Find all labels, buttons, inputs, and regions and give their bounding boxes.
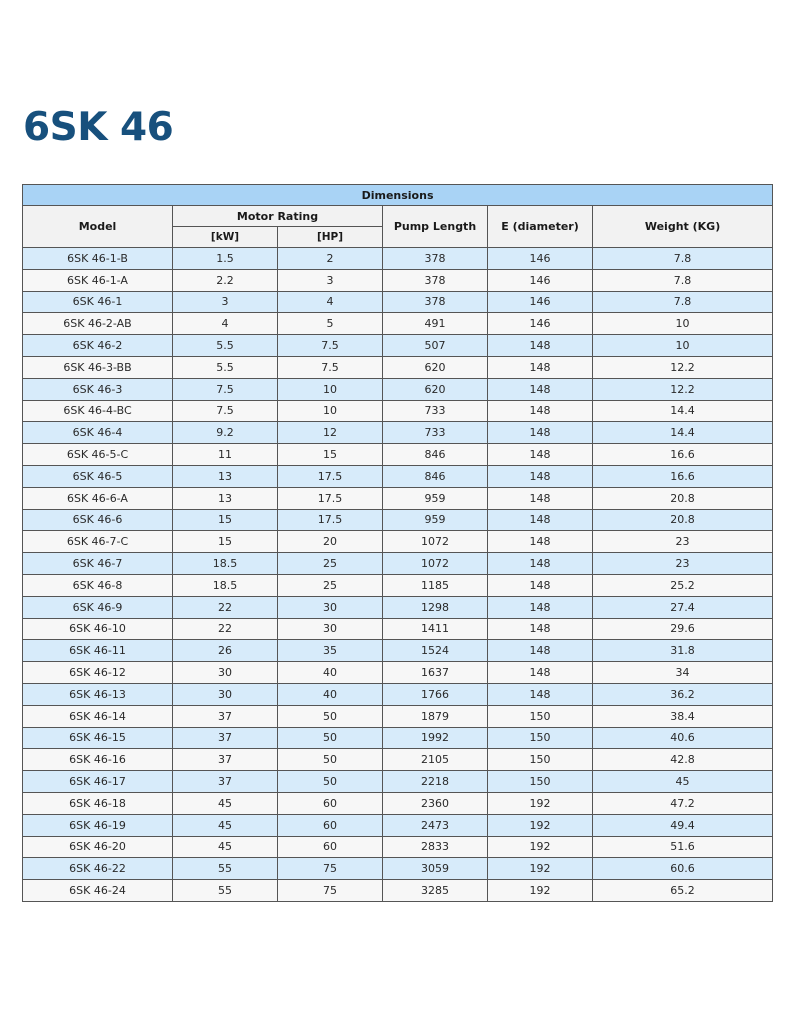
cell-pump-length: 620 [383, 378, 488, 400]
cell-pump-length: 846 [383, 444, 488, 466]
cell-weight: 27.4 [593, 596, 773, 618]
cell-diameter: 148 [488, 574, 593, 596]
cell-pump-length: 2833 [383, 836, 488, 858]
cell-pump-length: 2105 [383, 749, 488, 771]
cell-diameter: 192 [488, 880, 593, 902]
cell-weight: 42.8 [593, 749, 773, 771]
table-row [23, 836, 773, 858]
table-row [23, 618, 773, 640]
table-body [23, 248, 773, 902]
cell-pump-length: 378 [383, 248, 488, 270]
cell-diameter: 148 [488, 465, 593, 487]
col-header-motor-rating: Motor Rating [173, 206, 383, 227]
cell-diameter: 148 [488, 335, 593, 357]
table-row [23, 683, 773, 705]
table-row [23, 814, 773, 836]
cell-pump-length: 2218 [383, 771, 488, 793]
cell-weight: 16.6 [593, 444, 773, 466]
cell-pump-length: 1766 [383, 683, 488, 705]
cell-weight: 49.4 [593, 814, 773, 836]
cell-hp: 10 [278, 400, 383, 422]
cell-diameter: 148 [488, 683, 593, 705]
table-row [23, 596, 773, 618]
cell-kw: 30 [173, 662, 278, 684]
cell-pump-length: 3059 [383, 858, 488, 880]
cell-model: 6SK 46-17 [23, 771, 173, 793]
cell-hp: 2 [278, 248, 383, 270]
cell-model: 6SK 46-1 [23, 291, 173, 313]
cell-hp: 50 [278, 771, 383, 793]
dimensions-band [23, 185, 773, 206]
cell-hp: 50 [278, 727, 383, 749]
cell-weight: 7.8 [593, 269, 773, 291]
cell-kw: 26 [173, 640, 278, 662]
cell-kw: 22 [173, 618, 278, 640]
cell-model: 6SK 46-7 [23, 553, 173, 575]
cell-weight: 29.6 [593, 618, 773, 640]
cell-pump-length: 378 [383, 291, 488, 313]
cell-kw: 1.5 [173, 248, 278, 270]
cell-kw: 37 [173, 771, 278, 793]
cell-diameter: 148 [488, 378, 593, 400]
cell-kw: 13 [173, 465, 278, 487]
cell-kw: 37 [173, 749, 278, 771]
cell-diameter: 148 [488, 509, 593, 531]
cell-hp: 35 [278, 640, 383, 662]
cell-weight: 31.8 [593, 640, 773, 662]
cell-weight: 14.4 [593, 422, 773, 444]
table-row [23, 531, 773, 553]
table-row [23, 509, 773, 531]
cell-hp: 20 [278, 531, 383, 553]
cell-diameter: 192 [488, 858, 593, 880]
cell-diameter: 148 [488, 596, 593, 618]
cell-kw: 55 [173, 880, 278, 902]
cell-kw: 3 [173, 291, 278, 313]
cell-hp: 5 [278, 313, 383, 335]
table-row [23, 553, 773, 575]
cell-kw: 11 [173, 444, 278, 466]
cell-weight: 16.6 [593, 465, 773, 487]
dimensions-table [22, 184, 773, 902]
cell-weight: 25.2 [593, 574, 773, 596]
cell-model: 6SK 46-1-B [23, 248, 173, 270]
cell-model: 6SK 46-3-BB [23, 356, 173, 378]
page-title: 6SK 46 [23, 105, 174, 150]
cell-kw: 55 [173, 858, 278, 880]
table-row [23, 640, 773, 662]
col-header-weight: Weight (KG) [593, 206, 773, 248]
cell-pump-length: 507 [383, 335, 488, 357]
cell-weight: 12.2 [593, 356, 773, 378]
cell-diameter: 148 [488, 400, 593, 422]
table-row [23, 574, 773, 596]
cell-model: 6SK 46-20 [23, 836, 173, 858]
cell-diameter: 148 [488, 618, 593, 640]
cell-weight: 10 [593, 335, 773, 357]
cell-model: 6SK 46-9 [23, 596, 173, 618]
cell-hp: 60 [278, 814, 383, 836]
cell-diameter: 148 [488, 640, 593, 662]
cell-diameter: 148 [488, 662, 593, 684]
cell-model: 6SK 46-14 [23, 705, 173, 727]
cell-pump-length: 1411 [383, 618, 488, 640]
cell-diameter: 192 [488, 836, 593, 858]
cell-hp: 30 [278, 596, 383, 618]
cell-weight: 10 [593, 313, 773, 335]
cell-diameter: 148 [488, 487, 593, 509]
cell-kw: 15 [173, 531, 278, 553]
cell-weight: 51.6 [593, 836, 773, 858]
cell-weight: 12.2 [593, 378, 773, 400]
cell-pump-length: 620 [383, 356, 488, 378]
cell-kw: 15 [173, 509, 278, 531]
cell-weight: 65.2 [593, 880, 773, 902]
cell-model: 6SK 46-12 [23, 662, 173, 684]
cell-hp: 75 [278, 858, 383, 880]
cell-hp: 4 [278, 291, 383, 313]
cell-weight: 23 [593, 531, 773, 553]
cell-model: 6SK 46-6 [23, 509, 173, 531]
cell-kw: 5.5 [173, 335, 278, 357]
cell-hp: 7.5 [278, 356, 383, 378]
cell-pump-length: 1992 [383, 727, 488, 749]
table-row [23, 400, 773, 422]
cell-kw: 45 [173, 792, 278, 814]
cell-model: 6SK 46-11 [23, 640, 173, 662]
table-row [23, 858, 773, 880]
cell-model: 6SK 46-22 [23, 858, 173, 880]
table-row [23, 662, 773, 684]
dimensions-band-label: Dimensions [23, 185, 773, 206]
table-row [23, 248, 773, 270]
cell-model: 6SK 46-2-AB [23, 313, 173, 335]
cell-model: 6SK 46-18 [23, 792, 173, 814]
cell-diameter: 146 [488, 291, 593, 313]
cell-hp: 12 [278, 422, 383, 444]
cell-model: 6SK 46-10 [23, 618, 173, 640]
cell-model: 6SK 46-19 [23, 814, 173, 836]
col-header-model: Model [23, 206, 173, 248]
cell-model: 6SK 46-4 [23, 422, 173, 444]
cell-hp: 25 [278, 574, 383, 596]
cell-model: 6SK 46-1-A [23, 269, 173, 291]
cell-kw: 13 [173, 487, 278, 509]
cell-pump-length: 1185 [383, 574, 488, 596]
cell-model: 6SK 46-5 [23, 465, 173, 487]
cell-diameter: 146 [488, 313, 593, 335]
table-row [23, 705, 773, 727]
cell-pump-length: 2473 [383, 814, 488, 836]
cell-weight: 47.2 [593, 792, 773, 814]
cell-hp: 15 [278, 444, 383, 466]
cell-diameter: 148 [488, 531, 593, 553]
cell-pump-length: 491 [383, 313, 488, 335]
cell-weight: 7.8 [593, 248, 773, 270]
cell-model: 6SK 46-4-BC [23, 400, 173, 422]
cell-weight: 23 [593, 553, 773, 575]
cell-pump-length: 959 [383, 509, 488, 531]
cell-kw: 9.2 [173, 422, 278, 444]
cell-weight: 20.8 [593, 509, 773, 531]
cell-model: 6SK 46-3 [23, 378, 173, 400]
cell-hp: 10 [278, 378, 383, 400]
cell-model: 6SK 46-24 [23, 880, 173, 902]
cell-diameter: 148 [488, 422, 593, 444]
cell-pump-length: 959 [383, 487, 488, 509]
cell-kw: 7.5 [173, 378, 278, 400]
cell-hp: 17.5 [278, 487, 383, 509]
cell-diameter: 192 [488, 814, 593, 836]
cell-pump-length: 1879 [383, 705, 488, 727]
cell-model: 6SK 46-15 [23, 727, 173, 749]
table-row [23, 444, 773, 466]
cell-kw: 45 [173, 836, 278, 858]
table-row [23, 269, 773, 291]
cell-diameter: 192 [488, 792, 593, 814]
cell-diameter: 150 [488, 771, 593, 793]
cell-hp: 3 [278, 269, 383, 291]
cell-kw: 22 [173, 596, 278, 618]
cell-weight: 45 [593, 771, 773, 793]
table-row [23, 378, 773, 400]
cell-hp: 30 [278, 618, 383, 640]
cell-pump-length: 733 [383, 422, 488, 444]
cell-pump-length: 1072 [383, 553, 488, 575]
cell-model: 6SK 46-13 [23, 683, 173, 705]
cell-diameter: 148 [488, 444, 593, 466]
cell-weight: 7.8 [593, 291, 773, 313]
cell-weight: 38.4 [593, 705, 773, 727]
cell-model: 6SK 46-2 [23, 335, 173, 357]
cell-pump-length: 1524 [383, 640, 488, 662]
cell-kw: 7.5 [173, 400, 278, 422]
cell-hp: 17.5 [278, 509, 383, 531]
cell-pump-length: 1072 [383, 531, 488, 553]
cell-pump-length: 846 [383, 465, 488, 487]
cell-hp: 50 [278, 705, 383, 727]
table-row [23, 313, 773, 335]
table-row [23, 880, 773, 902]
cell-kw: 5.5 [173, 356, 278, 378]
cell-diameter: 148 [488, 553, 593, 575]
cell-model: 6SK 46-7-C [23, 531, 173, 553]
cell-pump-length: 1637 [383, 662, 488, 684]
cell-diameter: 146 [488, 269, 593, 291]
cell-model: 6SK 46-5-C [23, 444, 173, 466]
cell-pump-length: 2360 [383, 792, 488, 814]
cell-weight: 20.8 [593, 487, 773, 509]
table-row [23, 422, 773, 444]
cell-kw: 37 [173, 705, 278, 727]
cell-diameter: 146 [488, 248, 593, 270]
cell-model: 6SK 46-6-A [23, 487, 173, 509]
cell-model: 6SK 46-16 [23, 749, 173, 771]
table-row [23, 291, 773, 313]
cell-hp: 75 [278, 880, 383, 902]
header-row [23, 206, 773, 227]
cell-hp: 25 [278, 553, 383, 575]
cell-diameter: 150 [488, 727, 593, 749]
cell-hp: 60 [278, 836, 383, 858]
table-row [23, 356, 773, 378]
cell-weight: 36.2 [593, 683, 773, 705]
cell-kw: 30 [173, 683, 278, 705]
cell-hp: 50 [278, 749, 383, 771]
cell-hp: 40 [278, 662, 383, 684]
cell-model: 6SK 46-8 [23, 574, 173, 596]
cell-diameter: 150 [488, 705, 593, 727]
table-row [23, 487, 773, 509]
col-header-hp: [HP] [278, 227, 383, 248]
cell-pump-length: 733 [383, 400, 488, 422]
cell-kw: 4 [173, 313, 278, 335]
cell-kw: 45 [173, 814, 278, 836]
table-row [23, 771, 773, 793]
cell-hp: 17.5 [278, 465, 383, 487]
cell-diameter: 150 [488, 749, 593, 771]
cell-pump-length: 3285 [383, 880, 488, 902]
cell-pump-length: 1298 [383, 596, 488, 618]
table-row [23, 335, 773, 357]
table-row [23, 792, 773, 814]
cell-pump-length: 378 [383, 269, 488, 291]
cell-kw: 18.5 [173, 553, 278, 575]
cell-weight: 34 [593, 662, 773, 684]
cell-diameter: 148 [488, 356, 593, 378]
cell-weight: 40.6 [593, 727, 773, 749]
table-row [23, 749, 773, 771]
cell-hp: 40 [278, 683, 383, 705]
table-row [23, 727, 773, 749]
cell-hp: 7.5 [278, 335, 383, 357]
col-header-pump-length: Pump Length [383, 206, 488, 248]
cell-kw: 2.2 [173, 269, 278, 291]
cell-hp: 60 [278, 792, 383, 814]
cell-kw: 18.5 [173, 574, 278, 596]
cell-weight: 14.4 [593, 400, 773, 422]
cell-weight: 60.6 [593, 858, 773, 880]
col-header-diameter: E (diameter) [488, 206, 593, 248]
table-row [23, 465, 773, 487]
cell-kw: 37 [173, 727, 278, 749]
col-header-kw: [kW] [173, 227, 278, 248]
